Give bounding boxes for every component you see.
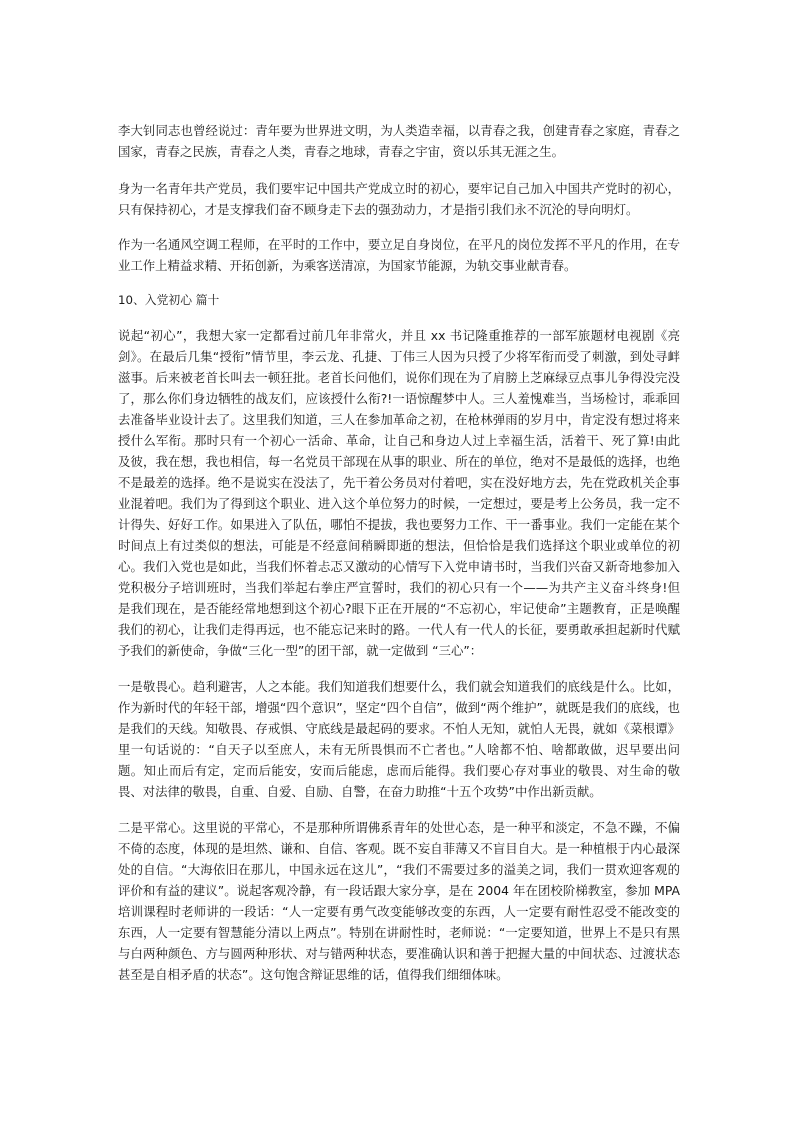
paragraph-composure: 二是平常心。这里说的平常心，不是那种所谓佛系青年的处世心态，是一种平和淡定，不急不躁，不偏不倚的态度，体现的是坦然、谦和、自信、客观。既不妄自菲薄又不盲目自大。是一种植根于内心最深处的自信。“大海依旧在那儿，中国永远在这儿”，“我们不需要过多的溢美之词，我们一贯欢迎客观的评价和有益的建议”。说起客观冷静，有一段话跟大家分享，是在 2004 年在团校阶梯教室，参加 MPA 培训课程时老师讲的一段话：“人一定要有勇气改变能够改变的东西，人一定要有耐性忍受不能改变的东西，人一定要有智慧能分清以上两点”。特别在讲耐性时，老师说：“一定要知道，世界上不是只有黑与白两种颜色、方与圆两种形状、对与错两种状态，要准确认识和善于把握大量的中间状态、过渡状态甚至是自相矛盾的状态”。这句饱含辩证思维的话，值得我们细细体味。 bbox=[118, 820, 680, 982]
paragraph-li-dazhao-quote: 李大钊同志也曾经说过：青年要为世界进文明，为人类造幸福，以青春之我，创建青春之家庭，青春之国家，青春之民族，青春之人类，青春之地球，青春之宇宙，资以乐其无涯之生。 bbox=[118, 123, 680, 159]
paragraph-liang-jian-story: 说起“初心”，我想大家一定都看过前几年非常火，并且 xx 书记隆重推荐的一部军旅题材电视剧《亮剑》。在最后几集“授衔”情节里，李云龙、孔捷、丁伟三人因为只授了少将军衔而受了刺激，到处寻衅滋事。后来被老首长叫去一顿狂批。老首长问他们，说你们现在为了肩膀上芝麻绿豆点事儿争得没完没了，那么你们身边牺牲的战友们，应该授什么衔?!一语惊醒梦中人。三人羞愧难当，当场检讨，乖乖回去准备毕业设计去了。这里我们知道，三人在参加革命之初，在枪林弹雨的岁月中，肯定没有想过将来授什么军衔。那时只有一个初心一活命、革命，让自己和身边人过上幸福生活，活着干、死了算!由此及彼，我在想，我也相信，每一名党员干部现在从事的职业、所在的单位，绝对不是最低的选择，也绝不是最差的选择。绝不是说实在没法了，先干着公务员对付着吧，实在没好地方去，先在党政机关企事业混着吧。我们为了得到这个职业、进入这个单位努力的时候，一定想过，要是考上公务员，我一定不计得失、好好工作。如果进入了队伍，哪怕不提拔，我也要努力工作、干一番事业。我们一定能在某个时间点上有过类似的想法，可能是不经意间稍瞬即逝的想法，但恰恰是我们选择这个职业或单位的初心。我们入党也是如此，当我们怀着忐忑又激动的心情写下入党申请书时，当我们兴奋又新奇地参加入党积极分子培训班时，当我们举起右拳庄严宣誓时，我们的初心只有一个——为共产主义奋斗终身!但是我们现在，是否能经常地想到这个初心?眼下正在开展的“不忘初心，牢记使命”主题教育，正是唤醒我们的初心，让我们走得再远，也不能忘记来时的路。一代人有一代人的长征，要勇敢承担起新时代赋予我们的新使命，争做“三化一型”的团干部，就一定做到 “三心”： bbox=[118, 328, 680, 658]
section-heading: 10、入党初心 篇十 bbox=[118, 293, 220, 307]
paragraph-engineer-role: 作为一名通风空调工程师，在平时的工作中，要立足自身岗位，在平凡的岗位发挥不平凡的作用，在专业工作上精益求精、开拓创新，为乘客送清凉，为国家节能源，为轨交事业献青春。 bbox=[118, 237, 680, 273]
paragraph-original-aspiration: 身为一名青年共产党员，我们要牢记中国共产党成立时的初心，要牢记自己加入中国共产党时的初心，只有保持初心，才是支撑我们奋不顾身走下去的强劲动力，才是指引我们永不沉沦的导向明灯。 bbox=[118, 181, 680, 217]
document-page bbox=[118, 120, 680, 985]
paragraph-reverence: 一是敬畏心。趋利避害，人之本能。我们知道我们想要什么，我们就会知道我们的底线是什么。比如，作为新时代的年轻干部，增强“四个意识”，坚定“四个自信”，做到“两个维护”，就既是我们的底线，也是我们的天线。知敬畏、存戒惧、守底线是最起码的要求。不怕人无知，就怕人无畏，就如《菜根谭》里一句话说的：“自天子以至庶人，未有无所畏惧而不亡者也。”人啥都不怕、啥都敢做，迟早要出问题。知止而后有定，定而后能安，安而后能虑，虑而后能得。我们要心存对事业的敬畏、对生命的敬畏、对法律的敬畏，自重、自爱、自励、自警，在奋力助推“十五个攻势”中作出新贡献。 bbox=[118, 679, 680, 799]
